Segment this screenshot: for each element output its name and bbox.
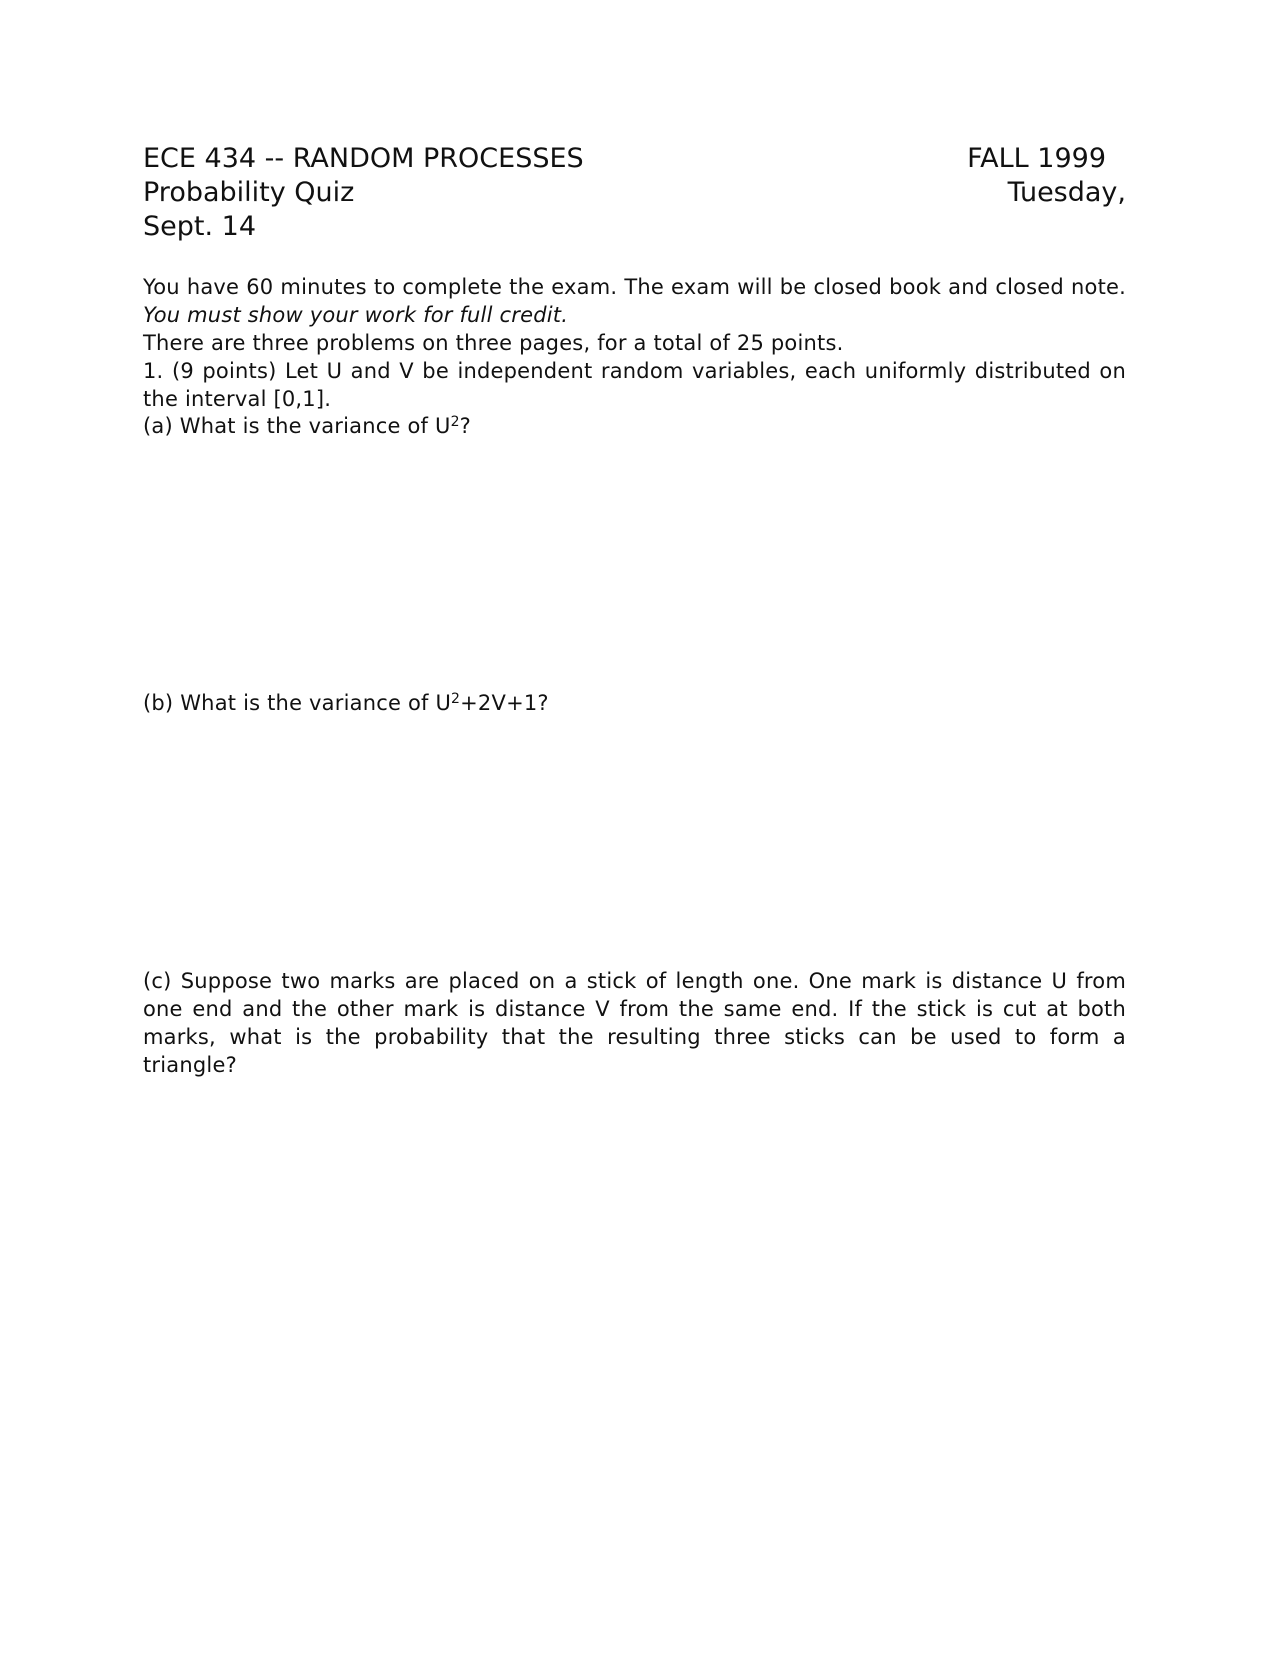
question-a-body: What is the variance of U	[179, 414, 451, 438]
quiz-title: Probability Quiz	[143, 177, 355, 208]
question-a-end: ?	[459, 414, 472, 438]
question-b	[143, 689, 1126, 717]
instructions-paragraph	[143, 273, 1126, 329]
question-b-label: (b)	[143, 691, 174, 715]
header-left	[143, 142, 584, 244]
instructions	[143, 273, 1126, 413]
question-b-text	[143, 689, 1126, 717]
question-a-label: (a)	[143, 414, 173, 438]
day-label: Tuesday,	[1007, 177, 1126, 208]
problem-1-statement	[143, 357, 1126, 413]
question-c	[143, 967, 1126, 1079]
problem-points: (9 points)	[171, 359, 277, 383]
question-c-label: (c)	[143, 969, 172, 993]
show-work-note: You must show your work for full credit.	[143, 303, 569, 327]
superscript-exponent: 2	[451, 691, 461, 707]
term-label: FALL 1999	[967, 143, 1106, 174]
superscript-exponent: 2	[450, 414, 460, 430]
question-c-text	[143, 967, 1126, 1079]
time-limit-text: You have 60 minutes to complete the exam. The exam will be closed book and closed note.	[143, 275, 1126, 299]
problem-text: Let U and V be independent random variables, each uniformly distributed on the interval [0,1].	[143, 359, 1126, 411]
question-a-text	[143, 412, 1126, 440]
points-summary: There are three problems on three pages, for a total of 25 points.	[143, 331, 844, 355]
question-b-body: What is the variance of U	[180, 691, 452, 715]
course-title: ECE 434 -- RANDOM PROCESSES	[143, 143, 584, 174]
quiz-date: Sept. 14	[143, 211, 256, 242]
question-a	[143, 412, 1126, 440]
header-right	[967, 142, 1126, 210]
problem-number: 1.	[143, 359, 164, 383]
question-c-body: Suppose two marks are placed on a stick of length one. One mark is distance U from one end and the other mark is distance V from the same end. If the stick is cut at both marks, what is the probability that the resulting three sticks can be used to form a triangle?	[143, 969, 1126, 1077]
question-b-end: +2V+1?	[460, 691, 549, 715]
